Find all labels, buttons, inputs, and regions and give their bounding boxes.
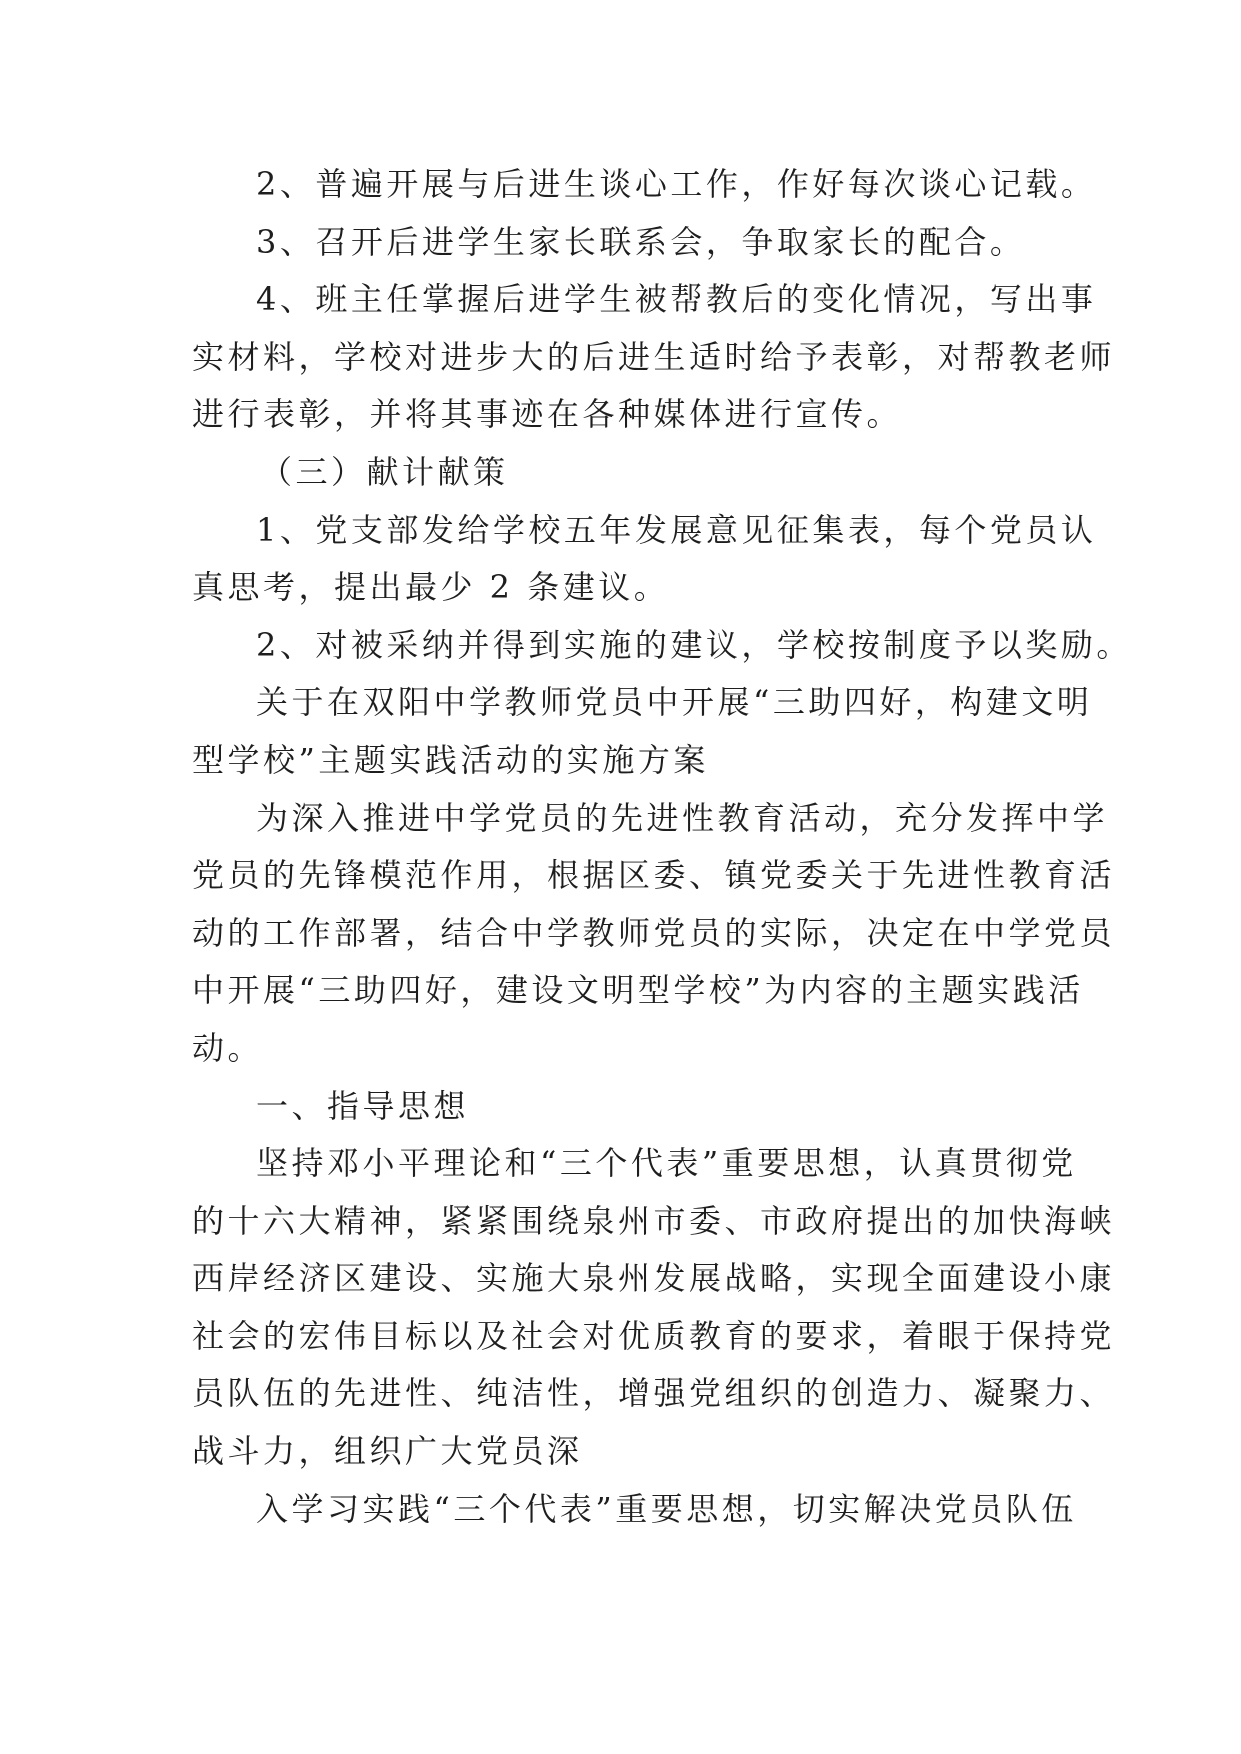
text-line: 战斗力，组织广大党员深 [192, 1432, 583, 1471]
section-heading: 一、指导思想 [256, 1086, 470, 1125]
text-line: 真思考，提出最少 2 条建议。 [192, 568, 670, 607]
text-line: 动。 [192, 1028, 264, 1067]
text-line: 员队伍的先进性、纯洁性，增强党组织的创造力、凝聚力、 [192, 1374, 1116, 1413]
text-line: 4、班主任掌握后进学生被帮教后的变化情况，写出事 [256, 280, 1097, 319]
text-line: 为深入推进中学党员的先进性教育活动，充分发挥中学 [256, 798, 1109, 837]
text-line: 2、对被采纳并得到实施的建议，学校按制度予以奖励。 [256, 625, 1132, 664]
text-line: 入学习实践“三个代表”重要思想，切实解决党员队伍 [256, 1489, 1077, 1528]
text-line: 实材料，学校对进步大的后进生适时给予表彰，对帮教老师 [192, 337, 1116, 376]
text-line: 3、召开后进学生家长联系会，争取家长的配合。 [256, 222, 1026, 261]
text-line: 进行表彰，并将其事迹在各种媒体进行宣传。 [192, 395, 903, 434]
text-line: 1、党支部发给学校五年发展意见征集表，每个党员认 [256, 510, 1097, 549]
document-body [192, 156, 1132, 1538]
text-line: 坚持邓小平理论和“三个代表”重要思想，认真贯彻党 [256, 1144, 1077, 1183]
text-line: 2、普遍开展与后进生谈心工作，作好每次谈心记载。 [256, 165, 1097, 203]
document-title: 型学校”主题实践活动的实施方案 [192, 740, 709, 779]
document-title: 关于在双阳中学教师党员中开展“三助四好，构建文明 [256, 683, 1093, 722]
text-line: 党员的先锋模范作用，根据区委、镇党委关于先进性教育活 [192, 856, 1116, 895]
text-line: 西岸经济区建设、实施大泉州发展战略，实现全面建设小康 [192, 1259, 1116, 1298]
text-line: 的十六大精神，紧紧围绕泉州市委、市政府提出的加快海峡 [192, 1201, 1116, 1240]
section-heading: （三）献计献策 [260, 452, 509, 491]
text-line: 中开展“三助四好，建设文明型学校”为内容的主题实践活 [192, 971, 1084, 1010]
text-line: 社会的宏伟目标以及社会对优质教育的要求，着眼于保持党 [192, 1316, 1116, 1355]
text-line: 动的工作部署，结合中学教师党员的实际，决定在中学党员 [192, 913, 1116, 952]
